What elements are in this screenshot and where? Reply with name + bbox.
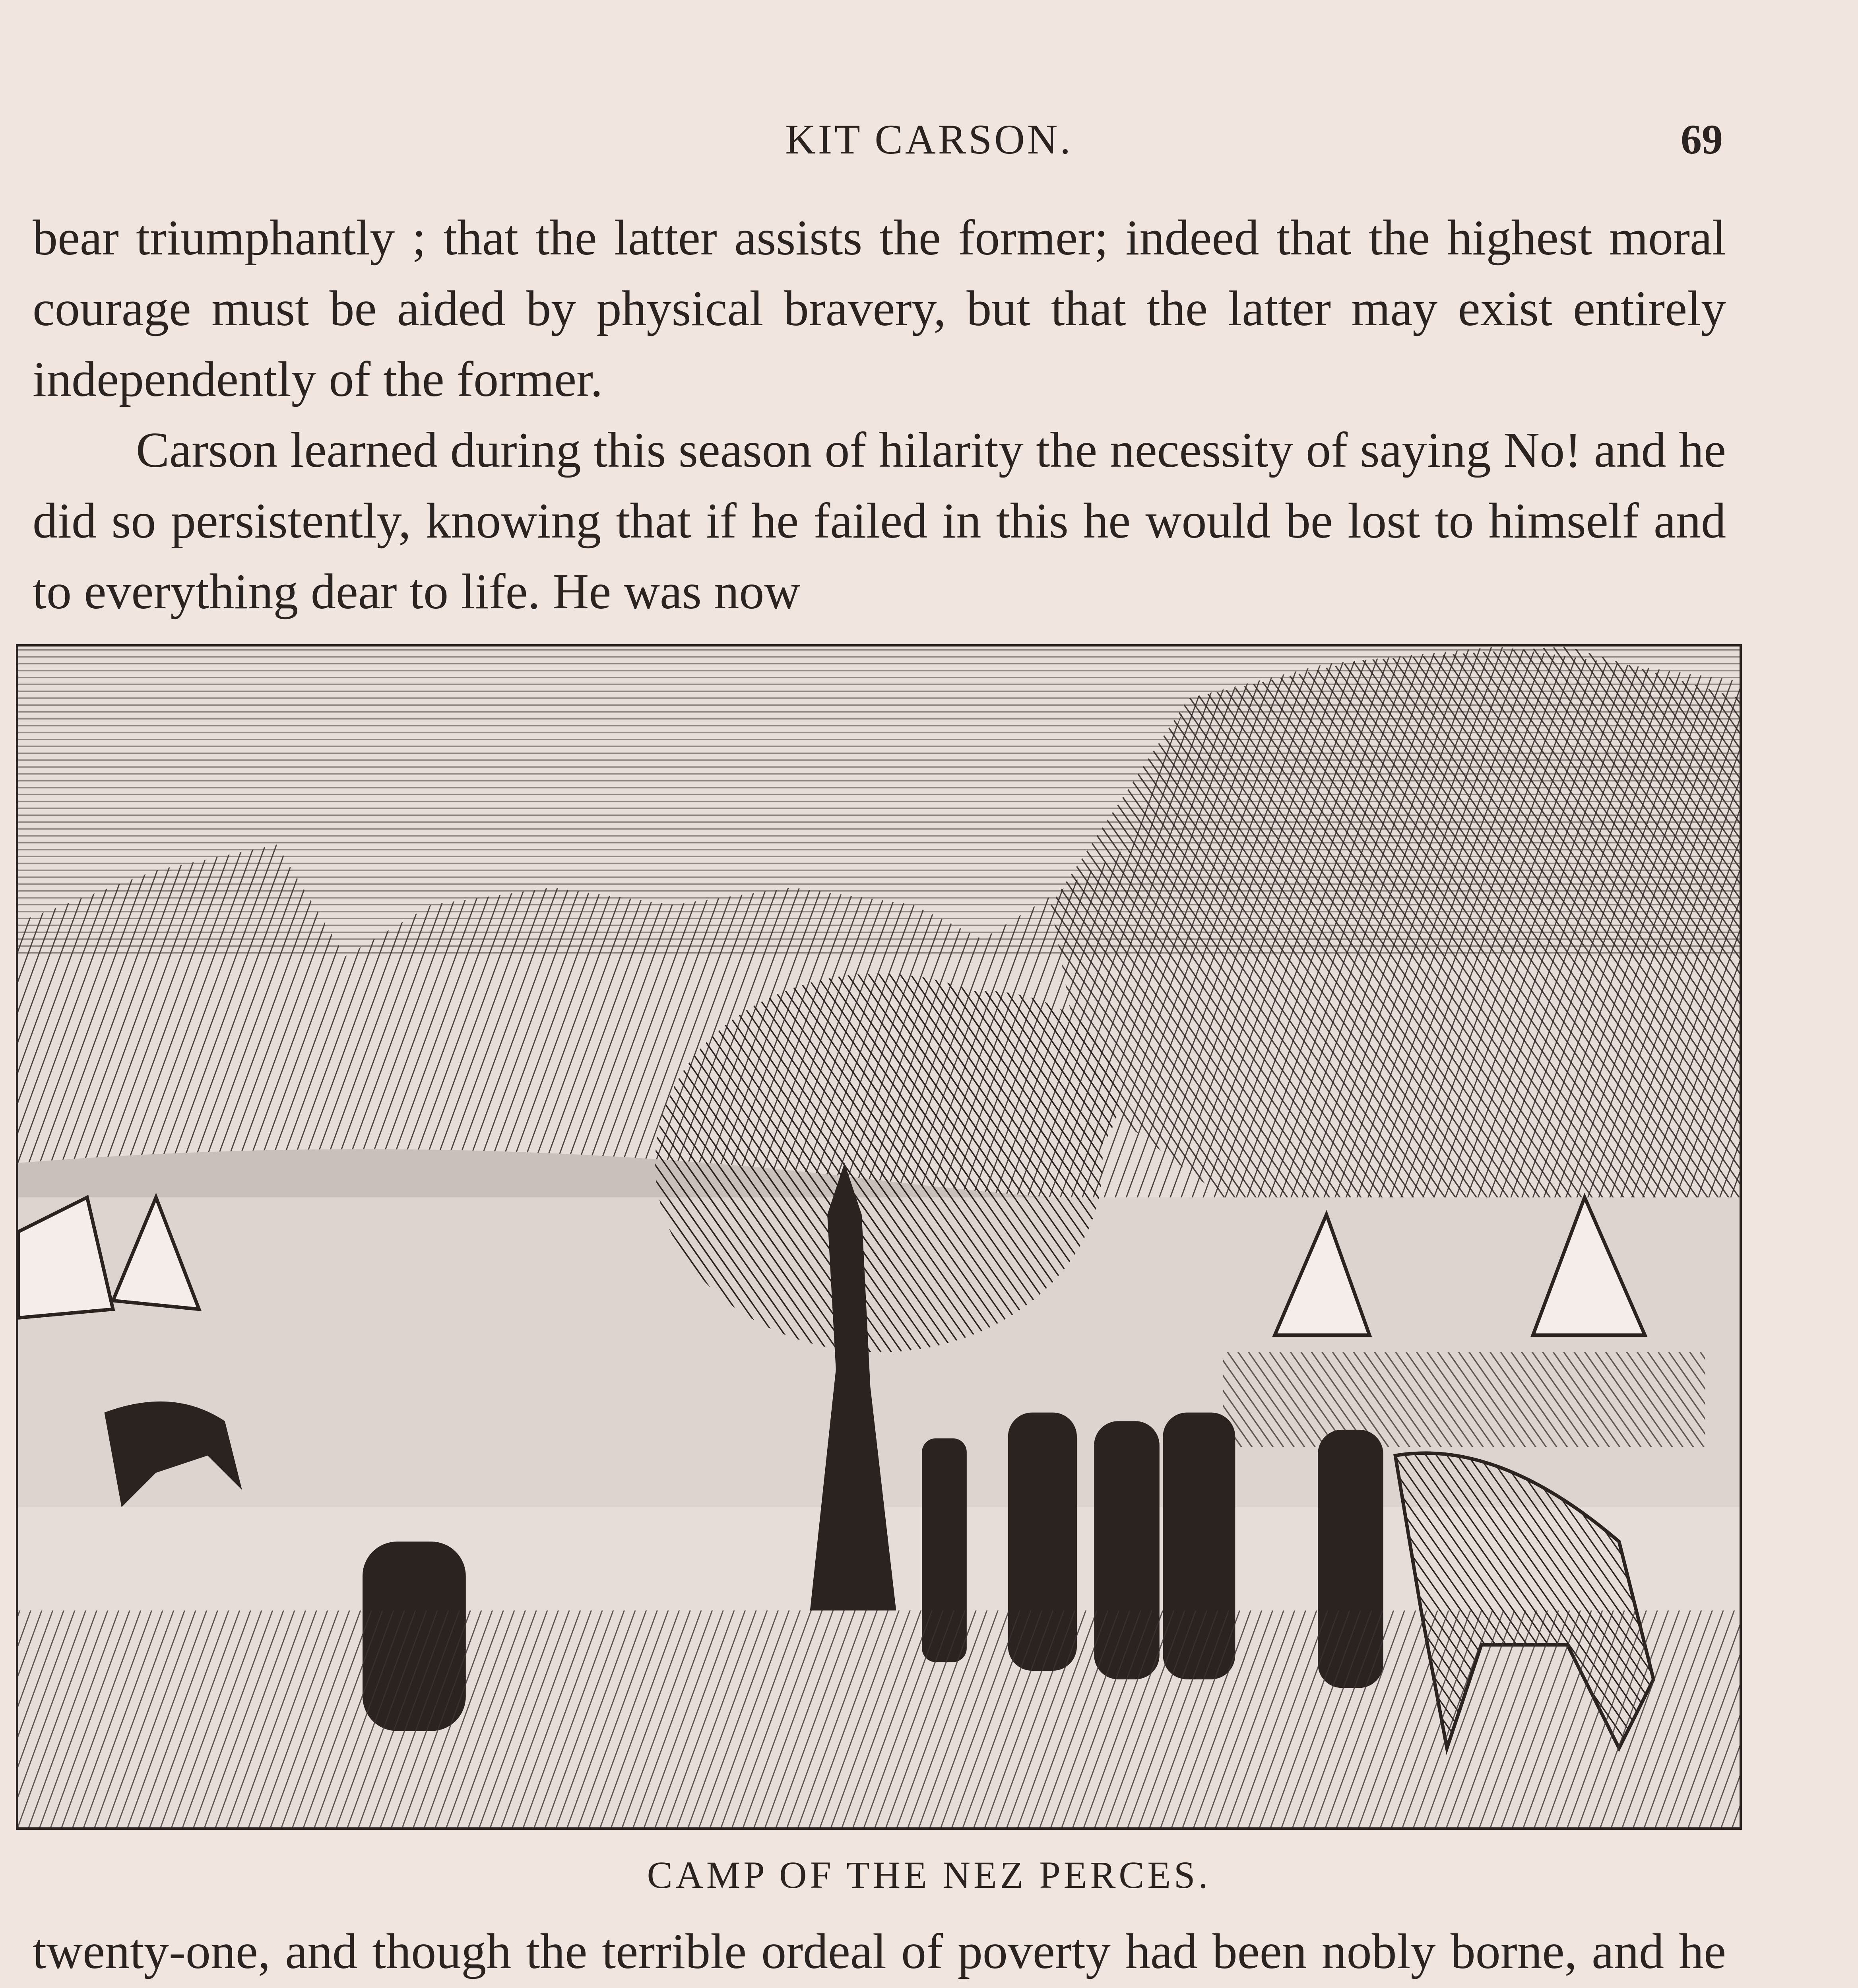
page-number: 69 [1681, 116, 1723, 163]
engraving-illustration [16, 644, 1742, 1830]
camp-scene-engraving [18, 646, 1740, 1827]
body-text-top [33, 203, 1726, 627]
running-head [0, 115, 1858, 171]
paragraph-continued: bear triumphantly ; that the latter assists the former; indeed that the highest moral courage must be aided by physical bravery, but that the latter may exist entirely independently of the former. [33, 210, 1726, 407]
figure-caption: CAMP OF THE NEZ PERCES. [647, 1854, 1211, 1896]
running-title: KIT CARSON. [785, 116, 1073, 163]
paragraph-twenty-one: twenty-one, and though the terrible ordeal of poverty had been nobly borne, and he [33, 1924, 1726, 1979]
paragraph-carson-learned: Carson learned during this season of hilarity the necessity of saying No! and he did so persistently, knowing that if he failed in this he would be lost to himself and to everything dear to life. He was now [33, 423, 1726, 619]
body-text-bottom [33, 1916, 1726, 1988]
